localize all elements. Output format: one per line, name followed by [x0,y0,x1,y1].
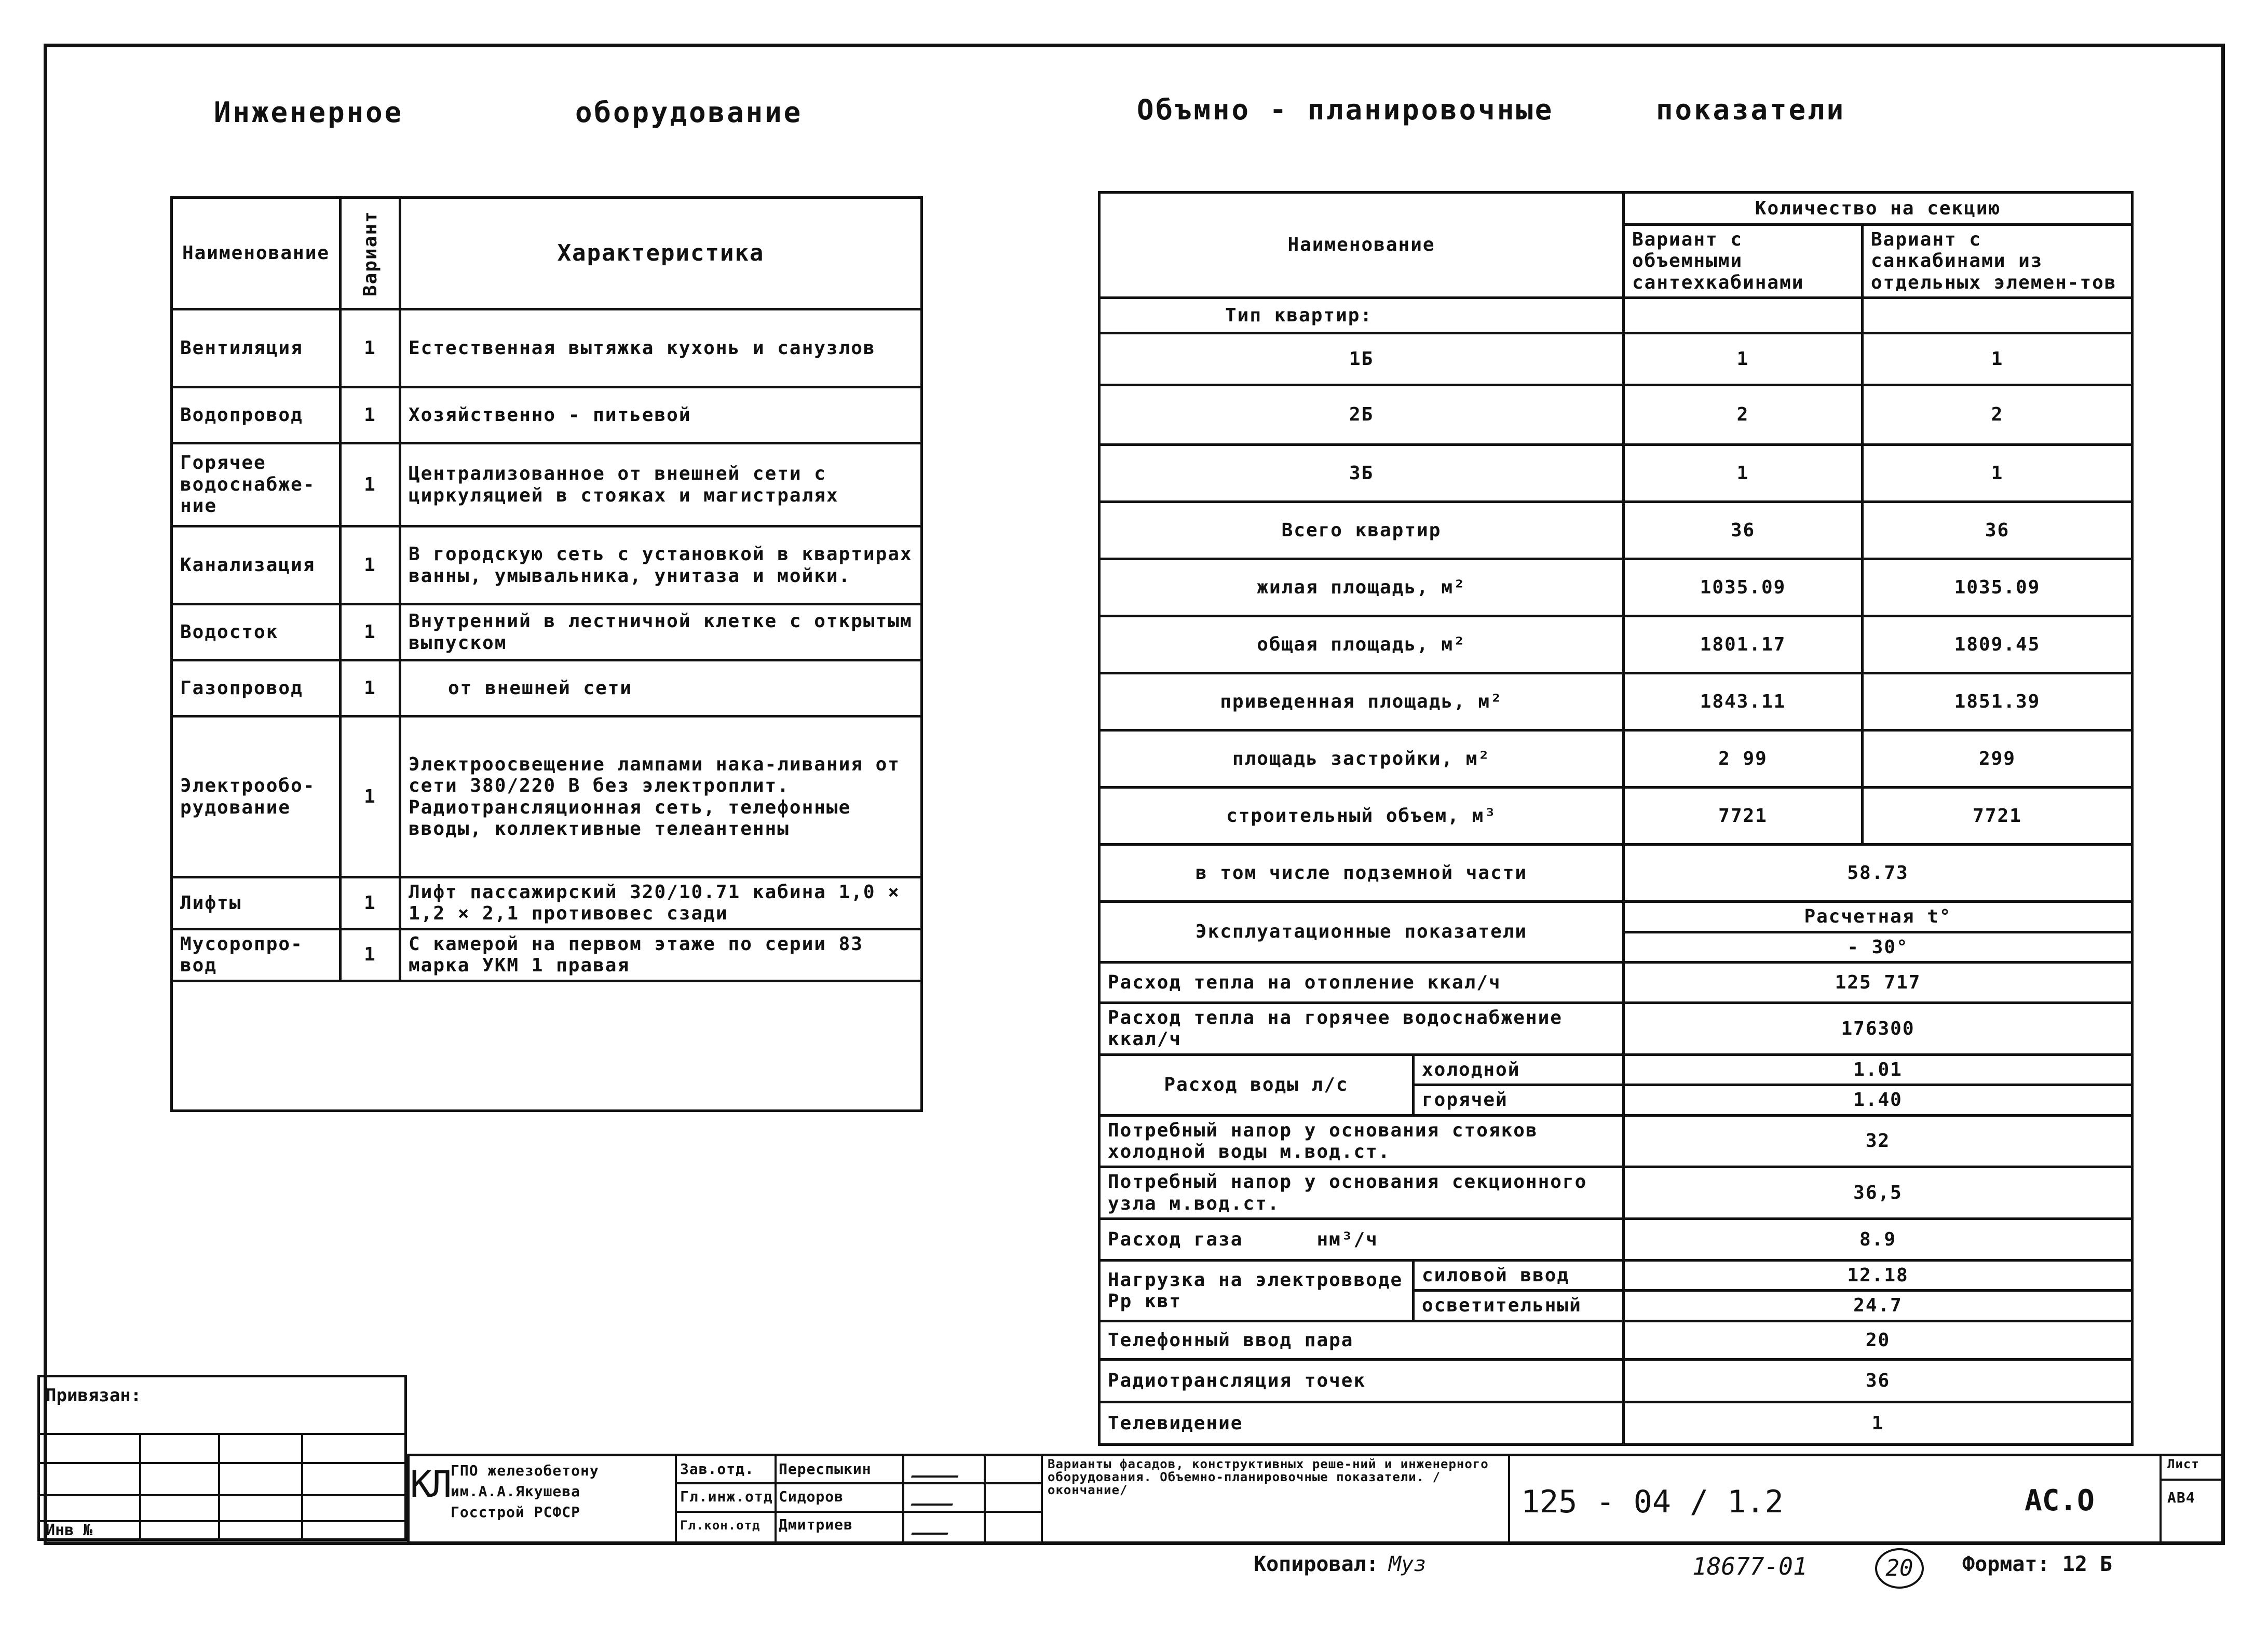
table-row [1099,845,2133,902]
row-variant: 1 [341,877,400,929]
row-value: 1 [1624,1402,2133,1444]
row-name: Радиотрансляция точек [1099,1359,1624,1402]
linked-vline-3 [301,1433,303,1541]
row-name: Расход воды [1164,1074,1299,1095]
table-row [172,877,922,929]
row-value-1: 1801.17 [1624,616,1863,673]
row-unit: ккал/ч [1427,971,1501,993]
drawing-code: 125 - 04 / 1.2 [1521,1484,1784,1520]
row-value-2: 36 [1863,502,2133,559]
table-row [172,309,922,387]
row-name: Потребный напор у основания стояков холодной воды м.вод.ст. [1099,1115,1624,1167]
right-title-b: показатели [1656,93,1846,126]
row-value: 36 [1624,1359,2133,1402]
row-value-2: 1 [1863,333,2133,385]
linked-label: Привязан: [46,1385,142,1406]
hot-label: горячей [1414,1085,1624,1115]
table-row [172,443,922,526]
row-name: Лифты [172,877,341,929]
role-1: Зав.отд. [680,1460,754,1478]
row-value-2: 1809.45 [1863,616,2133,673]
engineering-equipment-table [170,196,923,1112]
table-row-empty [172,981,922,1111]
stamp-div-3 [902,1454,904,1545]
row-value-1: 1 [1624,333,1863,385]
drawing-mark: АС.О [2025,1484,2095,1518]
row-name: Тип квартир: [1099,298,1624,333]
stamp-div-2 [775,1454,777,1545]
linked-line-3 [37,1494,407,1496]
row-variant: 1 [341,929,400,981]
table-row [1099,788,2133,845]
copied-label: Копировал: [1254,1552,1379,1576]
row-name: Горячее водоснабже-ние [172,443,341,526]
power-value: 12.18 [1624,1261,2133,1291]
table-row [1099,673,2133,730]
table-row [1099,1219,2133,1261]
row-variant: 1 [341,660,400,716]
left-title-a: Инженерное [214,96,404,129]
table-row [1099,333,2133,385]
row-text: В городскую сеть с установкой в квартирах ванны, умывальника, унитаза и мойки. [400,526,922,604]
row-name: 1Б [1099,333,1624,385]
calc-temp-value: - 30° [1624,932,2133,962]
row-name: Мусоропро-вод [172,929,341,981]
row-name: Водосток [172,604,341,660]
stamp-row-2 [675,1511,1041,1513]
stamp-div-6 [1508,1454,1510,1545]
org-line-2: им.А.А.Якушева [451,1483,581,1500]
row-value: 8.9 [1624,1219,2133,1261]
row-value: 36,5 [1624,1167,2133,1219]
row-text: Лифт пассажирский 320/10.71 кабина 1,0 × 1,2 × 2,1 противовес сзади [400,877,922,929]
row-value: 125 717 [1624,962,2133,1003]
row-value-2: 7721 [1863,788,2133,845]
light-label: осветительный [1414,1291,1624,1321]
row-name: Эксплуатационные показатели [1099,902,1624,963]
row-variant: 1 [341,716,400,877]
row-value-2: 1 [1863,445,2133,502]
logo-kb: KЛ [410,1463,450,1506]
planning-indicators-table [1098,191,2134,1446]
row-value: 176300 [1624,1003,2133,1054]
row-value-1: 1 [1624,445,1863,502]
table-row [1099,616,2133,673]
row-value-2: 2 [1863,385,2133,445]
row-name: жилая площадь, м² [1099,559,1624,616]
cold-label: холодной [1414,1054,1624,1085]
row-value-2: 1035.09 [1863,559,2133,616]
row-name: в том числе подземной части [1099,845,1624,902]
left-title-b: оборудование [575,96,803,129]
table-row [172,716,922,877]
power-label: силовой ввод [1414,1261,1624,1291]
row-text: от внешней сети [400,660,922,716]
table-row [1099,1402,2133,1444]
row-unit: нм³/ч [1316,1228,1378,1250]
hot-value: 1.40 [1624,1085,2133,1115]
row-value-1: 36 [1624,502,1863,559]
row-variant: 1 [341,604,400,660]
table-row [1099,1321,2133,1359]
table-row [172,387,922,443]
linked-vline-1 [139,1433,141,1541]
signature-3 [911,1521,952,1535]
sheet-description: Варианты фасадов, конструктивных реше-ний и инженерного оборудования. Объемно-планировочные показатели. /окончание/ [1048,1457,1489,1498]
header-qty: Количество на секцию [1624,193,2133,225]
row-name: Потребный напор у основания секционного узла м.вод.ст. [1099,1167,1624,1219]
row-value-1: 1843.11 [1624,673,1863,730]
linked-vline-2 [218,1433,220,1541]
sheet-value: АВ4 [2167,1489,2195,1506]
role-2: Гл.инж.отд [680,1488,773,1505]
table-row [172,604,922,660]
row-text: Естественная вытяжка кухонь и санузлов [400,309,922,387]
row-text: Электроосвещение лампами нака-ливания от сети 380/220 В без электроплит. Радиотрансляционная сеть, телефонные вводы, коллективные телеантенны [400,716,922,877]
row-name: Телевидение [1099,1402,1624,1444]
table-row [1099,902,2133,932]
row-value-1: 1035.09 [1624,559,1863,616]
row-name: Телефонный ввод пара [1099,1321,1624,1359]
table-row [1099,445,2133,502]
row-value-1: 2 99 [1624,730,1863,788]
name-1: Переспыкин [779,1460,872,1478]
row-variant: 1 [341,387,400,443]
table-row [172,929,922,981]
row-value-2: 299 [1863,730,2133,788]
row-name: Нагрузка на электровводе Рр квт [1099,1261,1414,1321]
row-value-2: 1851.39 [1863,673,2133,730]
table-row [172,660,922,716]
row-value: 20 [1624,1321,2133,1359]
row-name: Водопровод [172,387,341,443]
linked-line-1 [37,1433,407,1435]
signature-2 [911,1490,958,1506]
row-name: общая площадь, м² [1099,616,1624,673]
header-name: Наименование [172,198,341,309]
table-row [1099,385,2133,445]
row-unit: ккал/ч [1108,1028,1182,1050]
table-row [1099,962,2133,1003]
header-var2: Вариант с санкабинами из отдельных элемен-тов [1863,225,2133,298]
linked-line-2 [37,1462,407,1464]
sheet-label: Лист [2167,1457,2199,1471]
org-line-3: Госстрой РСФСР [451,1504,581,1521]
row-name: 2Б [1099,385,1624,445]
table-row [1099,298,2133,333]
table-row [1099,1359,2133,1402]
header-characteristic: Характеристика [400,198,922,309]
row-name: приведенная площадь, м² [1099,673,1624,730]
row-name: Расход газа [1108,1228,1243,1250]
row-name: строительный объем, м³ [1099,788,1624,845]
stamp-row-3 [2160,1479,2225,1481]
table-row [1099,502,2133,559]
table-row [1099,1167,2133,1219]
row-variant: 1 [341,443,400,526]
stamp-div-4 [984,1454,986,1545]
row-name: Газопровод [172,660,341,716]
stamp-row-1 [675,1482,1041,1484]
row-text: Централизованное от внешней сети с циркуляцией в стояках и магистралях [400,443,922,526]
format-label: Формат: 12 Б [1962,1552,2112,1576]
row-name: Расход тепла на горячее водоснабжение [1108,1007,1563,1028]
light-value: 24.7 [1624,1291,2133,1321]
table-row [1099,1003,2133,1054]
table-row [1099,559,2133,616]
stamp-div-7 [2160,1454,2162,1545]
stamp-div-5 [1041,1454,1043,1545]
header-name: Наименование [1099,193,1624,298]
linked-line-4 [37,1520,407,1522]
right-title-a: Объмно - планировочные [1137,93,1554,126]
signature-1 [911,1463,963,1478]
row-name: Электрообо-рудование [172,716,341,877]
copied-signature: Муз [1389,1552,1427,1576]
org-line-1: ГПО железобетону [451,1462,599,1479]
row-text: С камерой на первом этаже по серии 83 марка УКМ 1 правая [400,929,922,981]
row-value-1: 7721 [1624,788,1863,845]
row-unit: л/с [1311,1074,1349,1095]
row-text: Внутренний в лестничной клетке с открытым выпуском [400,604,922,660]
row-name: 3Б [1099,445,1624,502]
table-row [1099,730,2133,788]
row-name: Вентиляция [172,309,341,387]
row-variant: 1 [341,309,400,387]
table-row [1099,1261,2133,1291]
table-row [1099,1115,2133,1167]
row-name: Всего квартир [1099,502,1624,559]
cold-value: 1.01 [1624,1054,2133,1085]
calc-temp-label: Расчетная t° [1624,902,2133,932]
header-variant: Вариант [341,198,400,309]
row-value-1: 2 [1624,385,1863,445]
row-name: площадь застройки, м² [1099,730,1624,788]
row-variant: 1 [341,526,400,604]
stamp-div-1 [675,1454,677,1545]
row-name: Расход тепла на отопление [1108,971,1415,993]
page-number: 20 [1875,1548,1924,1589]
document-number: 18677-01 [1692,1552,1808,1580]
row-value: 32 [1624,1115,2133,1167]
table-row [172,526,922,604]
table-row [1099,1054,2133,1085]
inv-label: Инв № [46,1521,93,1539]
row-text: Хозяйственно - питьевой [400,387,922,443]
name-2: Сидоров [779,1488,844,1505]
role-3: Гл.кон.отд [680,1518,760,1533]
name-3: Дмитриев [779,1516,853,1533]
row-name: Канализация [172,526,341,604]
header-var1: Вариант с объемными сантехкабинами [1624,225,1863,298]
row-value: 58.73 [1624,845,2133,902]
